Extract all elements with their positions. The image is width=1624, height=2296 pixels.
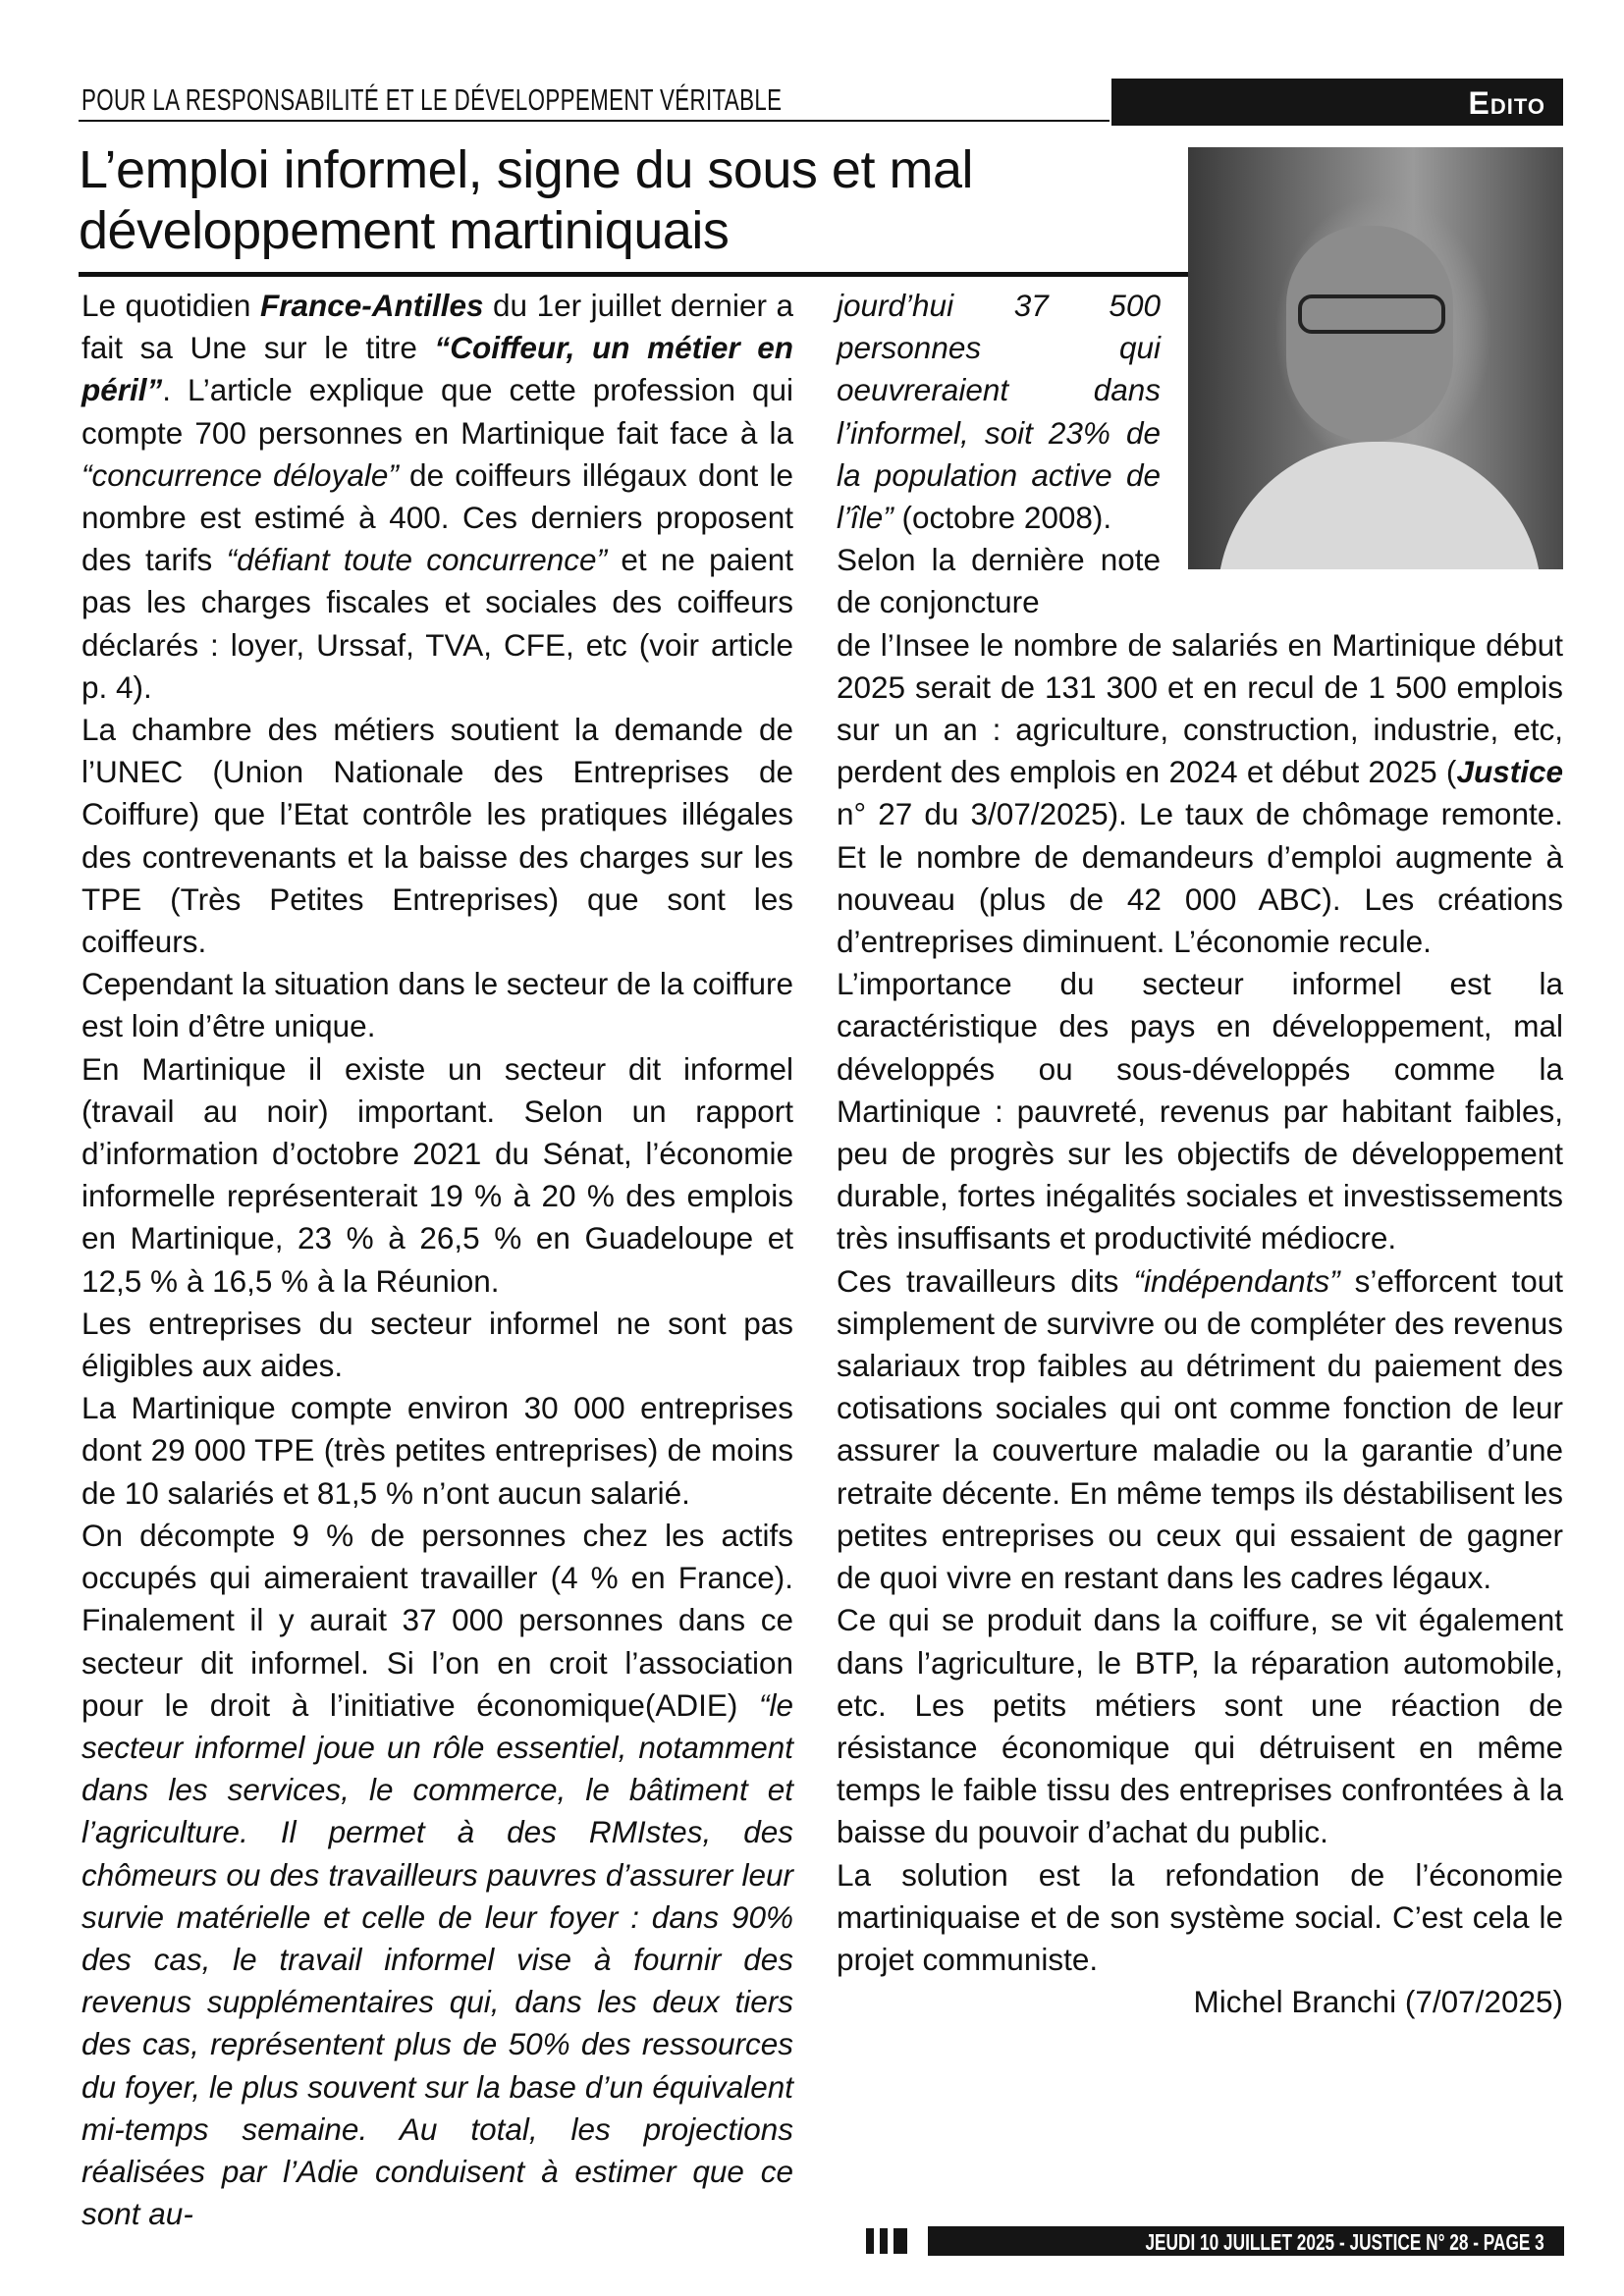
footer-bar (893, 2228, 907, 2254)
quoted-title: “Coiffeur, un métier en péril” (81, 330, 793, 408)
text-run: . L’article explique que cette profession qui compte 700 personnes en Martinique fait face à la (81, 372, 793, 451)
quote: “indépendants” (1133, 1262, 1340, 1299)
headline: L’emploi informel, signe du sous et mal développement martiniquais (79, 140, 973, 260)
paragraph: La chambre des métiers soutient la demande de l’UNEC (Union Nationale des Entreprises de Coiffure) que l’Etat contrôle les pratiques illégales des contrevenants et la baisse des charges sur les TPE (Très Petites Entreprises) que sont les coiffeurs. (81, 712, 793, 960)
footer-bar (880, 2228, 888, 2254)
text-run: de coiffeurs illégaux dont le nombre est estimé à 400. Ces derniers proposent des tarifs (81, 456, 793, 578)
article-column-left (81, 285, 793, 2235)
paragraph: La Martinique compte environ 30 000 entreprises dont 29 000 TPE (très petites entreprises) de moins de 10 salariés et 81,5 % n’ont aucun salarié. (81, 1390, 793, 1511)
article-column-right (837, 285, 1563, 2023)
footer-bars (866, 2228, 925, 2254)
paragraph: Les entreprises du secteur informel ne sont pas éligibles aux aides. (81, 1305, 793, 1384)
text-run: du 1er juillet dernier a fait sa Une sur le titre (81, 288, 793, 366)
footer-bar (866, 2228, 874, 2254)
signature: Michel Branchi (7/07/2025) (1193, 1984, 1563, 2020)
text-run: de l’Insee le nombre de salariés en Martinique début 2025 serait de 131 300 et en recul de 1 500 emplois sur un an : agriculture, construction, industrie, etc, perdent des emplois en 2024 et début 2025 ( (837, 626, 1563, 790)
paragraph (81, 285, 793, 709)
paragraph: En Martinique il existe un secteur dit informel (travail au noir) important. Selon un rapport d’information d’octobre 2021 du Sénat, l’économie informelle représenterait 19 % à 20 % des emplois en Martinique, 23 % à 26,5 % en Guadeloupe et 12,5 % à 16,5 % à la Réunion. (81, 1050, 793, 1299)
newspaper-name: Justice (1456, 754, 1563, 790)
paragraph: Selon la dernière note de conjoncture (837, 542, 1161, 620)
text-run: et ne paient pas les charges fiscales et sociales des coiffeurs déclarés : loyer, Urssaf, TVA, CFE, etc (voir article p. 4). (81, 542, 793, 705)
header-tagline: POUR LA RESPONSABILITÉ ET LE DÉVELOPPEMENT VÉRITABLE (81, 82, 783, 117)
footer-banner (928, 2226, 1564, 2256)
text-run: s’efforcent tout simplement de survivre ou de compléter des revenus salariaux trop faibles au détriment du paiement des cotisations sociales qui ont comme fonction de leur assurer la couverture maladie ou la garantie d’une retraite décente. En même temps ils déstabilisent les petites entreprises ou ceux qui essaient de gagner de quoi vivre en restant dans les cadres légaux. (837, 1262, 1563, 1596)
newspaper-name: France-Antilles (259, 288, 484, 323)
text-run: On décompte 9 % de personnes chez les actifs occupés qui aimeraient travailler (4 % en France). Finalement il y aurait 37 000 personnes dans ce secteur dit informel. Si l’on en croit l’association pour le droit à l’initiative économique(ADIE) (81, 1517, 793, 1723)
quote: “défiant toute concurrence” (226, 542, 608, 578)
text-run: (octobre 2008). (893, 500, 1112, 536)
paragraph (837, 624, 1563, 964)
text-run: n° 27 du 3/07/2025). Le taux de chômage remonte. Et le nombre de demandeurs d’emploi augmente à nouveau (plus de 42 000 ABC). Les créations d’entreprises diminuent. L’économie recule. (837, 796, 1563, 960)
section-label: Edito (1468, 85, 1545, 121)
paragraph (81, 1515, 793, 2235)
text-run: Ces travailleurs dits (837, 1262, 1134, 1299)
paragraph: Ce qui se produit dans la coiffure, se vit également dans l’agriculture, le BTP, la réparation automobile, etc. Les petits métiers sont une réaction de résistance économique qui détruisent en même temps le faible tissu des entreprises confrontées à la baisse du pouvoir d’achat du public. (837, 1602, 1563, 1850)
header-rule (79, 120, 1110, 122)
footer-text: JEUDI 10 JUILLET 2025 - JUSTICE N° 28 - PAGE 3 (1145, 2229, 1544, 2255)
section-banner (1111, 79, 1563, 126)
headline-rule (79, 272, 1188, 277)
quote: “concurrence déloyale” (81, 456, 399, 493)
paragraph (837, 285, 1161, 539)
paragraph: Cependant la situation dans le secteur de la coiffure est loin d’être unique. (81, 966, 793, 1044)
text-run: Le quotidien (81, 288, 260, 323)
quote: jourd’hui 37 500 personnes qui oeuvreraient dans l’informel, soit 23% de la population active de l’île” (837, 288, 1161, 536)
paragraph: La solution est la refondation de l’économie martiniquaise et de son système social. C’est cela le projet communiste. (837, 1856, 1563, 1977)
paragraph: L’importance du secteur informel est la caractéristique des pays en développement, mal développés ou sous-développés comme la Martinique : pauvreté, revenus par habitant faibles, peu de progrès sur les objectifs de développement durable, fortes inégalités sociales et investissements très insuffisants et productivité médiocre. (837, 966, 1563, 1256)
paragraph (837, 1260, 1563, 1600)
quote: “le secteur informel joue un rôle essentiel, notamment dans les services, le commerce, le bâtiment et l’agriculture. Il permet à des RMIstes, des chômeurs ou des travailleurs pauvres d’assurer leur survie matérielle et celle de leur foyer : dans 90% des cas, le travail informel vise à fournir des revenus supplémentaires qui, dans les deux tiers des cas, représentent plus de 50% des ressources du foyer, le plus souvent sur la base d’un équivalent mi-temps semaine. Au total, les projections réalisées par l’Adie conduisent à estimer que ce sont au- (81, 1686, 793, 2232)
